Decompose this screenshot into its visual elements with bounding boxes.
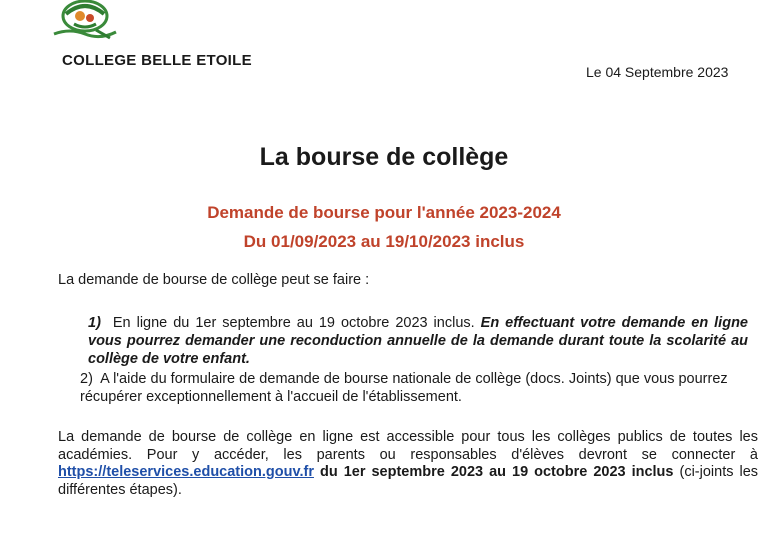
item-number: 1) — [88, 315, 101, 331]
school-name: COLLEGE BELLE ETOILE — [62, 52, 252, 69]
teleservices-link[interactable]: https://teleservices.education.gouv.fr — [58, 464, 314, 480]
paragraph-text: La demande de bourse de collège en ligne est accessible pour tous les collèges publics de toutes les académies. Pour y accéder, les parents ou responsables d'élèves devront se connecter à — [58, 429, 758, 463]
subtitle-year: Demande de bourse pour l'année 2023-2024 — [207, 203, 561, 222]
paragraph-text-end: (ci-joints les différentes étapes). — [58, 464, 759, 498]
page-title: La bourse de collège — [259, 143, 509, 171]
list-item — [80, 370, 752, 406]
intro-text: La demande de bourse de collège peut se faire : — [58, 272, 370, 288]
paragraph-dates: du 1er septembre 2023 au 19 octobre 2023 inclus — [319, 464, 674, 480]
college-logo — [50, 0, 120, 42]
letter-date: Le 04 Septembre 2023 — [586, 64, 729, 80]
item-text: En ligne du 1er septembre au 19 octobre 2023 inclus. — [112, 315, 475, 331]
subtitle-dates: Du 01/09/2023 au 19/10/2023 inclus — [243, 232, 525, 251]
online-access-paragraph — [58, 429, 758, 499]
item-emphasis: En effectuant votre demande en ligne vous pourrez demander une reconduction annuelle de la demande durant toute la scolarité au collège de votre enfant. — [88, 315, 748, 367]
item-number: 2) — [80, 371, 93, 387]
item-text: A l'aide du formulaire de demande de bourse nationale de collège (docs. Joints) que vous pourrez récupérer exceptionnellement à l'accueil de l'établissement. — [80, 371, 728, 405]
list-item — [88, 314, 748, 368]
